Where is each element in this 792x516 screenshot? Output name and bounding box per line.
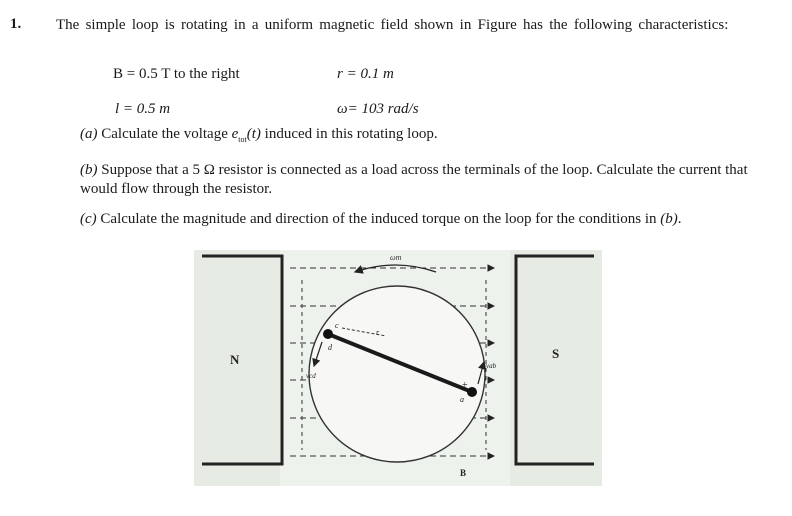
given-B: B = 0.5 T to the right [113, 66, 240, 82]
corner-dot-c [323, 329, 333, 339]
part-a-symbol-arg: (t) [246, 126, 261, 142]
part-c-label: (c) [80, 211, 97, 227]
corner-label-c: c [335, 321, 339, 330]
corner-label-a: a [460, 395, 464, 404]
given-r: r = 0.1 m [337, 66, 394, 82]
part-a [80, 126, 438, 144]
part-b-label: (b) [80, 162, 98, 178]
part-a-text-before: Calculate the voltage [101, 126, 228, 142]
given-omega: ω= 103 rad/s [337, 101, 419, 117]
vcd-label: vcd [306, 372, 316, 380]
vab-label: vab [486, 362, 497, 370]
pole-label-north: N [230, 352, 240, 367]
loop-figure-svg [190, 250, 610, 486]
part-c-text-before: Calculate the magnitude and direction of the induced torque on the loop for the conditions in [100, 211, 657, 227]
part-a-label: (a) [80, 126, 98, 142]
given-l: l = 0.5 m [115, 101, 171, 117]
corner-dot-a [467, 387, 477, 397]
problem-number: 1. [10, 16, 22, 32]
omega-label: ωm [390, 253, 402, 262]
part-a-subscript: tot [238, 135, 247, 144]
corner-label-d: d [328, 343, 332, 352]
part-a-symbol: e [231, 126, 239, 142]
problem-statement: The simple loop is rotating in a uniform magnetic field shown in Figure has the following characteristics: [56, 17, 729, 33]
part-c-ref: (b) [660, 211, 678, 227]
part-c [80, 211, 682, 228]
rotation-circle [309, 286, 485, 462]
part-b-text: Suppose that a 5 Ω resistor is connected as a load across the terminals of the loop. Calculate the current that would flow through the resistor. [80, 162, 748, 197]
part-b [80, 161, 780, 199]
field-label: B [460, 468, 467, 478]
part-a-text-after: induced in this rotating loop. [264, 126, 438, 142]
plus-sign: + [462, 380, 468, 391]
part-c-text-after: . [677, 211, 682, 227]
radius-label: r [376, 328, 380, 337]
loop-figure [190, 250, 610, 486]
pole-label-south: S [552, 346, 560, 361]
